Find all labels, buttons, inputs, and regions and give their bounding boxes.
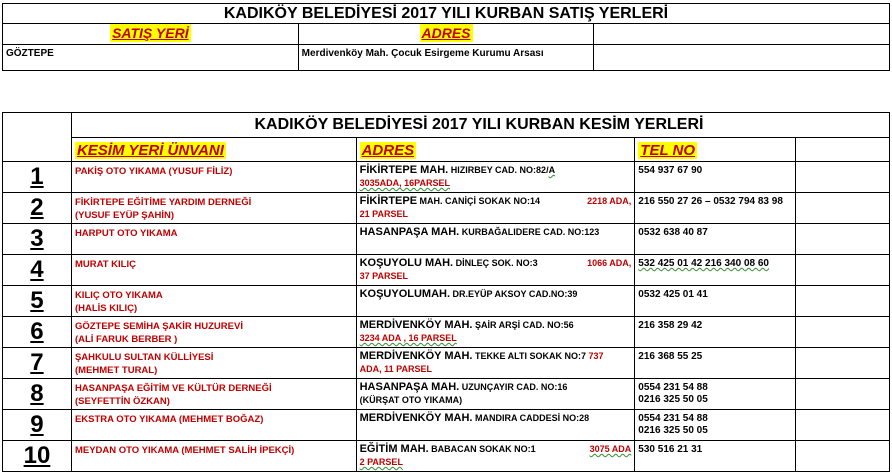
- kesim-name: HARPUT OTO YIKAMA: [71, 224, 356, 255]
- satis-col-empty: [594, 24, 890, 45]
- empty-cell: [796, 193, 890, 224]
- kesim-tel: 0554 231 54 88 0216 325 50 05: [635, 410, 796, 441]
- kesim-tel: 216 550 27 26 – 0532 794 83 98: [635, 193, 796, 224]
- kesim-title: KADIKÖY BELEDİYESİ 2017 YILI KURBAN KESİM YERLERİ: [71, 113, 889, 138]
- kesim-tel: 0532 425 01 41: [635, 286, 796, 317]
- table-row: [3, 410, 890, 441]
- table-row: [3, 255, 890, 286]
- kesim-tel: 0554 231 54 88 0216 325 50 05: [635, 379, 796, 410]
- row-number: 4: [3, 255, 72, 286]
- empty-cell: [796, 441, 890, 472]
- row-number: 3: [3, 224, 72, 255]
- kesim-col-tel: TEL NO: [635, 138, 796, 162]
- empty-cell: [796, 255, 890, 286]
- kesim-address: FİKİRTEPE MAH. CANİÇİ SOKAK NO:14 2218 ADA, 21 PARSEL: [356, 193, 635, 224]
- satis-empty-cell: [594, 45, 890, 71]
- satis-title: KADIKÖY BELEDİYESİ 2017 YILI KURBAN SATIŞ YERLERİ: [3, 4, 890, 24]
- satis-col-adres: ADRES: [298, 24, 594, 45]
- table-row: [3, 379, 890, 410]
- table-row: [3, 286, 890, 317]
- kesim-address: KOŞUYOLUMAH. DR.EYÜP AKSOY CAD.NO:39: [356, 286, 635, 317]
- row-number: 6: [3, 317, 72, 348]
- row-number: 7: [3, 348, 72, 379]
- kesim-address: MERDİVENKÖY MAH. ŞAİR ARŞİ CAD. NO:56 3234 ADA , 16 PARSEL: [356, 317, 635, 348]
- empty-cell: [796, 379, 890, 410]
- kesim-address: KOŞUYOLU MAH. DİNLEÇ SOK. NO:3 1066 ADA, 37 PARSEL: [356, 255, 635, 286]
- kesim-name: MEYDAN OTO YIKAMA (MEHMET SALİH İPEKÇİ): [71, 441, 356, 472]
- kesim-name: FİKİRTEPE EĞİTİME YARDIM DERNEĞİ (YUSUF EYÜP ŞAHİN): [71, 193, 356, 224]
- table-row: [3, 162, 890, 193]
- table-row: [3, 348, 890, 379]
- kesim-address: HASANPAŞA MAH. UZUNÇAYIR CAD. NO:16 (KÜRŞAT OTO YIKAMA): [356, 379, 635, 410]
- kesim-col-unvan: KESİM YERİ ÜNVANI: [71, 138, 356, 162]
- satis-adres-cell: Merdivenköy Mah. Çocuk Esirgeme Kurumu Arsası: [298, 45, 594, 71]
- empty-cell: [796, 224, 890, 255]
- row-number: 1: [3, 162, 72, 193]
- table-row: [3, 317, 890, 348]
- row-number: 2: [3, 193, 72, 224]
- kesim-name: KILIÇ OTO YIKAMA (HALİS KILIÇ): [71, 286, 356, 317]
- kesim-tel: 216 368 55 25: [635, 348, 796, 379]
- row-number: 9: [3, 410, 72, 441]
- kesim-tel: 530 516 21 31: [635, 441, 796, 472]
- row-number: 8: [3, 379, 72, 410]
- row-number: 10: [3, 441, 72, 472]
- satis-col-yer: SATIŞ YERİ: [3, 24, 299, 45]
- kesim-yerleri-table: [2, 112, 890, 472]
- satis-yer-cell: GÖZTEPE: [3, 45, 299, 71]
- kesim-tel: 0532 638 40 87: [635, 224, 796, 255]
- satis-yerleri-table: [2, 3, 890, 71]
- kesim-address: EĞİTİM MAH. BABACAN SOKAK NO:1 3075 ADA 2 PARSEL: [356, 441, 635, 472]
- kesim-name: MURAT KILIÇ: [71, 255, 356, 286]
- kesim-col-adres: ADRES: [356, 138, 635, 162]
- kesim-address: MERDİVENKÖY MAH. TEKKE ALTI SOKAK NO:7 737 ADA, 11 PARSEL: [356, 348, 635, 379]
- empty-cell: [796, 286, 890, 317]
- kesim-address: FİKİRTEPE MAH. HIZIRBEY CAD. NO:82/A 3035ADA, 16PARSEL: [356, 162, 635, 193]
- table-row: [3, 193, 890, 224]
- kesim-name: GÖZTEPE SEMİHA ŞAKİR HUZUREVİ (ALİ FARUK BERBER ): [71, 317, 356, 348]
- kesim-col-empty: [796, 138, 890, 162]
- empty-cell: [796, 348, 890, 379]
- kesim-address: HASANPAŞA MAH. KURBAĞALIDERE CAD. NO:123: [356, 224, 635, 255]
- kesim-tel: 532 425 01 42 216 340 08 60: [635, 255, 796, 286]
- kesim-name: PAKİŞ OTO YIKAMA (YUSUF FİLİZ): [71, 162, 356, 193]
- empty-cell: [796, 317, 890, 348]
- row-number: 5: [3, 286, 72, 317]
- empty-cell: [796, 162, 890, 193]
- corner-cell: [3, 113, 72, 162]
- table-row: [3, 224, 890, 255]
- empty-cell: [796, 410, 890, 441]
- kesim-address: MERDİVENKÖY MAH. MANDIRA CADDESİ NO:28: [356, 410, 635, 441]
- kesim-name: ŞAHKULU SULTAN KÜLLİYESİ (MEHMET TURAL): [71, 348, 356, 379]
- table-row: [3, 441, 890, 472]
- kesim-tel: 216 358 29 42: [635, 317, 796, 348]
- kesim-name: EKSTRA OTO YIKAMA (MEHMET BOĞAZ): [71, 410, 356, 441]
- kesim-tel: 554 937 67 90: [635, 162, 796, 193]
- kesim-name: HASANPAŞA EĞİTİM VE KÜLTÜR DERNEĞİ (SEYFETTİN ÖZKAN): [71, 379, 356, 410]
